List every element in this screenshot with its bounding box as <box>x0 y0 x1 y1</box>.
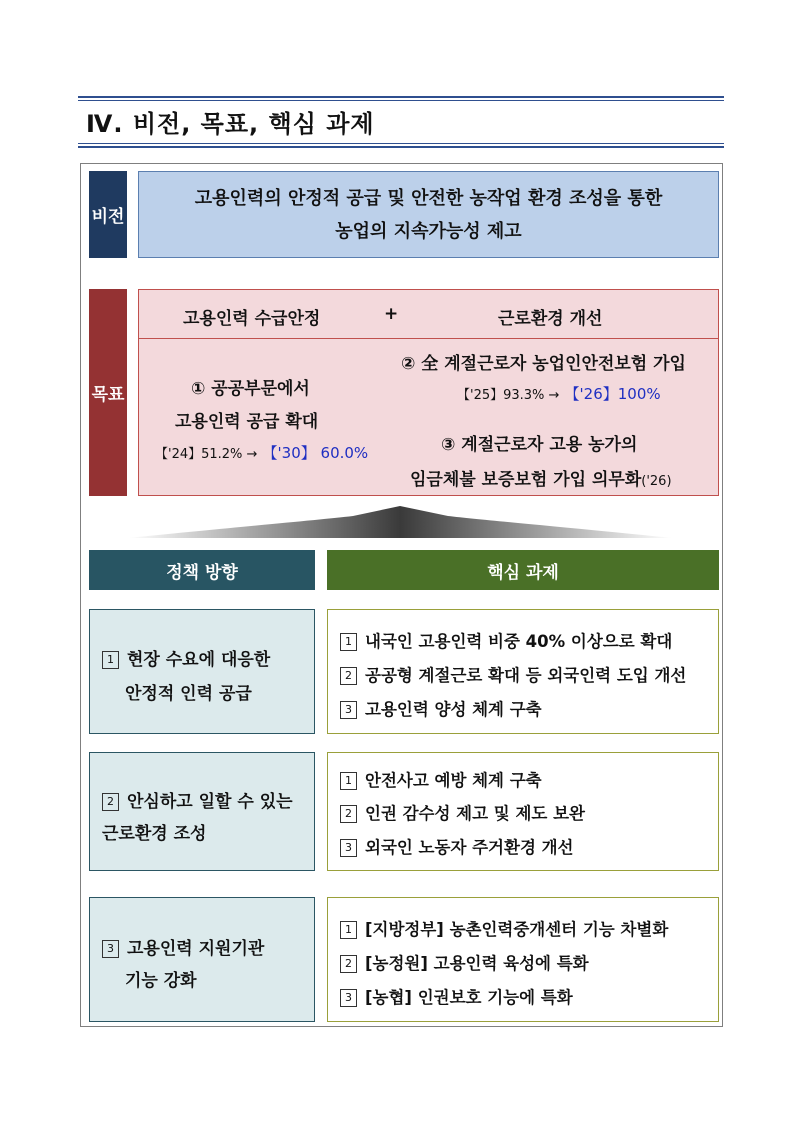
goal-head-left: 고용인력 수급안정 <box>183 309 321 329</box>
task-1-1-text: 내국인 고용인력 비중 40% 이상으로 확대 <box>365 632 673 651</box>
task-1-1-number: 1 <box>340 633 357 651</box>
goal-2-from: 【'25】93.3% → <box>457 388 560 403</box>
task-1-2 <box>340 662 686 686</box>
policy-2-line-2: 근로환경 조성 <box>102 824 207 844</box>
task-2-1 <box>340 767 542 791</box>
up-arrow-graphic <box>128 502 673 542</box>
goal-3-line-2-wrap <box>410 465 672 490</box>
task-2-2 <box>340 800 585 824</box>
task-3-3 <box>340 984 573 1008</box>
policy-3-text-1: 고용인력 지원기관 <box>127 939 265 959</box>
policy-1-line-1 <box>102 645 270 670</box>
goal-head-plus: + <box>384 304 399 324</box>
goals-body <box>138 339 719 496</box>
task-box-2 <box>327 752 719 871</box>
policy-2-line-1 <box>102 787 293 812</box>
goal-1-from: 【'24】51.2% → <box>155 447 258 462</box>
task-3-2-number: 2 <box>340 955 357 973</box>
policy-2-number: 2 <box>102 793 119 811</box>
task-1-2-number: 2 <box>340 667 357 685</box>
task-3-2-text: [농정원] 고용인력 육성에 특화 <box>365 954 589 973</box>
goal-1-to: 【'30】 60.0% <box>262 444 369 462</box>
vision-line-2: 농업의 지속가능성 제고 <box>335 220 522 242</box>
header-rule-bottom <box>78 143 724 148</box>
goal-2-line: ② 全 계절근로자 농업인안전보험 가입 <box>401 354 686 374</box>
goal-1-metric <box>155 442 368 463</box>
policy-3-line-1 <box>102 934 264 959</box>
task-1-2-text: 공공형 계절근로 확대 등 외국인력 도입 개선 <box>365 666 687 685</box>
task-3-1-number: 1 <box>340 921 357 939</box>
task-3-2 <box>340 950 589 974</box>
policy-3-line-2: 기능 강화 <box>125 971 197 991</box>
task-3-1-text: [지방정부] 농촌인력중개센터 기능 차별화 <box>365 920 669 939</box>
task-box-3 <box>327 897 719 1022</box>
policy-box-1 <box>89 609 315 734</box>
task-3-3-text: [농협] 인권보호 기능에 특화 <box>365 988 573 1007</box>
policy-1-line-2: 안정적 인력 공급 <box>125 684 252 704</box>
goal-1-line-1: ① 공공부문에서 <box>191 379 310 399</box>
task-1-3-text: 고용인력 양성 체계 구축 <box>365 700 542 719</box>
goal-head-right: 근로환경 개선 <box>498 309 603 329</box>
section-title: Ⅳ. 비전, 목표, 핵심 과제 <box>86 110 375 138</box>
task-1-3 <box>340 696 542 720</box>
goal-2-to: 【'26】100% <box>564 385 661 403</box>
vision-box <box>138 171 719 258</box>
policy-3-number: 3 <box>102 940 119 958</box>
vision-line-1: 고용인력의 안정적 공급 및 안전한 농작업 환경 조성을 통한 <box>194 187 663 209</box>
goals-header <box>138 289 719 339</box>
goal-3-suffix: ('26) <box>641 474 672 489</box>
task-2-3-number: 3 <box>340 839 357 857</box>
task-2-1-number: 1 <box>340 772 357 790</box>
policy-2-text-1: 안심하고 일할 수 있는 <box>127 792 293 812</box>
vision-label: 비전 <box>89 171 127 258</box>
task-box-1 <box>327 609 719 734</box>
goal-3-line-2: 임금체불 보증보험 가입 의무화 <box>410 470 642 490</box>
header-rule-top <box>78 96 724 101</box>
task-3-3-number: 3 <box>340 989 357 1007</box>
policy-1-number: 1 <box>102 651 119 669</box>
policy-box-3 <box>89 897 315 1022</box>
task-1-3-number: 3 <box>340 701 357 719</box>
task-1-1 <box>340 628 672 652</box>
task-3-1 <box>340 916 668 940</box>
task-2-3-text: 외국인 노동자 주거환경 개선 <box>365 838 574 857</box>
goals-label: 목표 <box>89 289 127 496</box>
task-2-1-text: 안전사고 예방 체계 구축 <box>365 771 542 790</box>
goal-2-metric <box>457 383 661 404</box>
policy-1-text-1: 현장 수요에 대응한 <box>127 650 271 670</box>
goal-3-line-1: ③ 계절근로자 고용 농가의 <box>441 435 638 455</box>
tasks-column-header: 핵심 과제 <box>327 550 719 590</box>
goal-1-line-2: 고용인력 공급 확대 <box>175 412 319 432</box>
task-2-3 <box>340 834 574 858</box>
task-2-2-text: 인권 감수성 제고 및 제도 보완 <box>365 804 585 823</box>
task-2-2-number: 2 <box>340 805 357 823</box>
policy-column-header: 정책 방향 <box>89 550 315 590</box>
policy-box-2 <box>89 752 315 871</box>
